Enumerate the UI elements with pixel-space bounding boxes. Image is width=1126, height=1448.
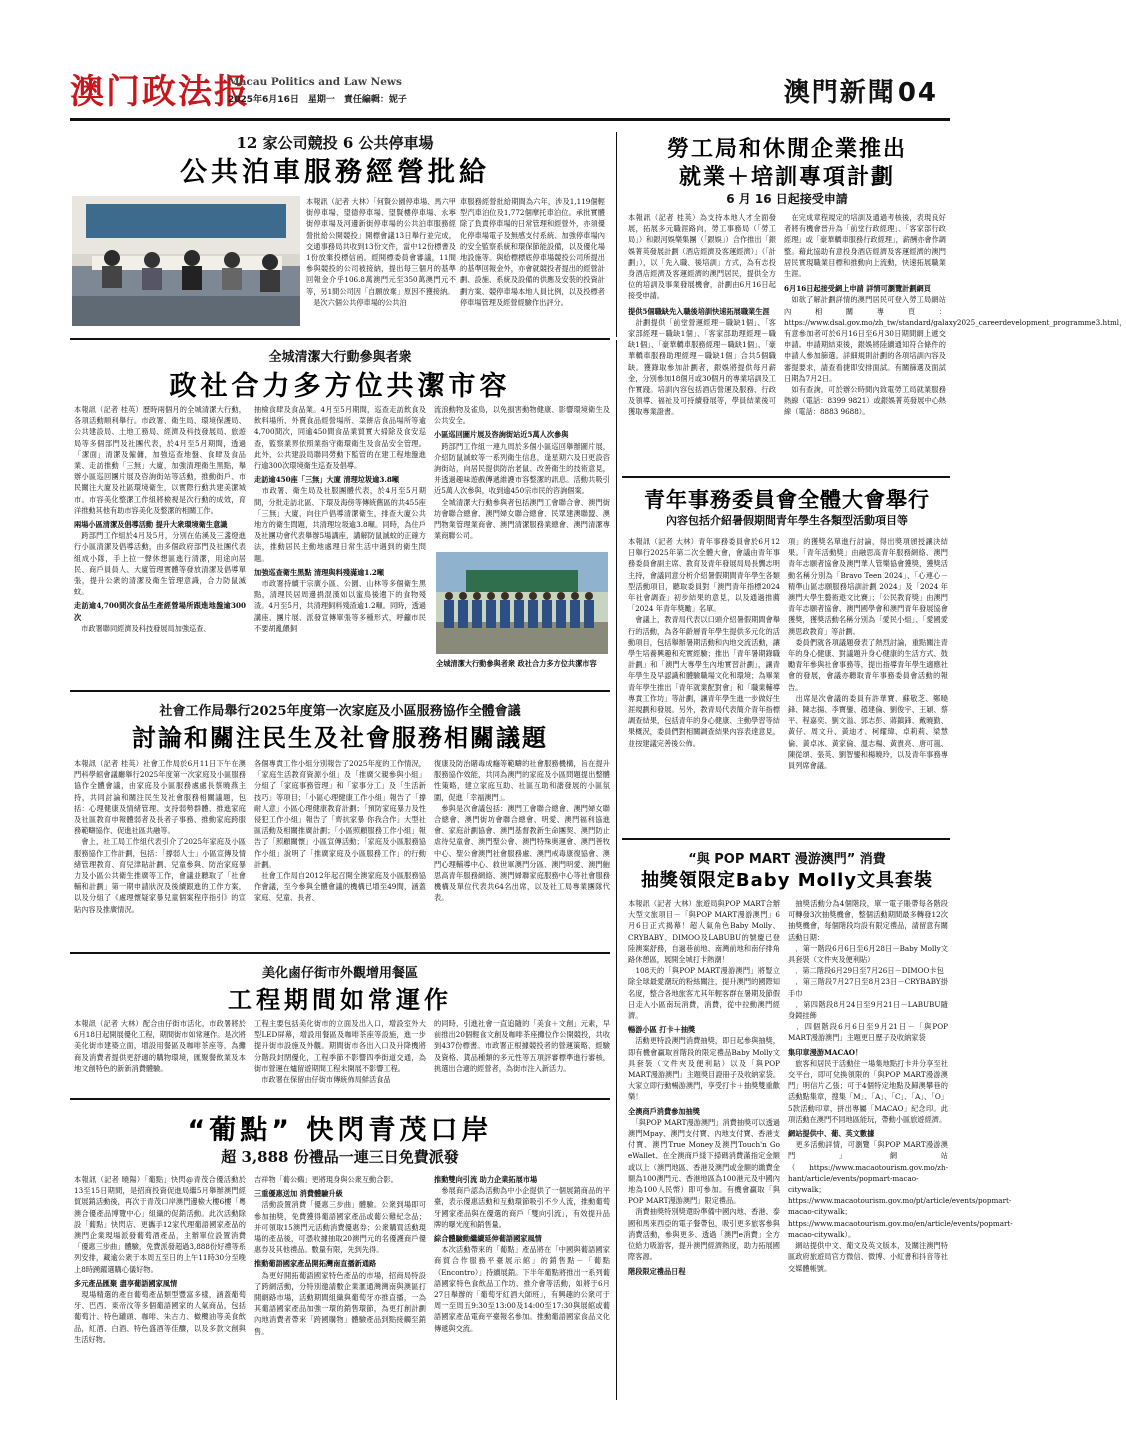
group-photo	[436, 552, 608, 654]
article2-subtitle-2: 6月16日起接受網上申請 詳情可瀏覽計劃網頁	[784, 284, 931, 294]
article8-body-1: 本報訊（記者 曉陽）「葡點」快閃@青茂合優活動於13至15日期間，是招商投資促進局繼5月舉辦澳門經貿展銷活動後，再次于青茂口岸澳門邊檢大樓6樓「粵澳合優產品博覽中心」組織的促銷活動。此次活動除設「葡點」快閃店、更攜手12家代理葡語國家產品的澳門企業現場派發葡萄酒產品，主辦單位設置消費「優惠三步曲」體驗，免費派發超過3,888份好禮等系列安排，藏逾公衆于本周五至日的上午11時30分至晚上8時踴躍選購心儀好物。	[74, 1175, 246, 1274]
article3-subtitle-4: 加強巡查衛生黑點 清理與料殘滿逾1.2噸	[254, 567, 385, 577]
article8-subhead: 超 3,888 份禮品一連三日免費派發	[221, 1148, 459, 1166]
divider-h-4	[70, 1098, 610, 1100]
article7-subtitle-5: 網站提供中、葡、英文數據	[788, 1129, 875, 1139]
article2-kicker: 勞工局和休閒企業推出	[666, 137, 907, 162]
article8-body-2: 現場精選的產自葡萄產品類型豐富多樣，涵蓋葡萄牙、巴西、東帝汶等多個葡語國家的人氣商品，包括葡萄汁、特色罐頭、咖啡、朱古力、橄欖油等美食飲品，紅酒、白酒、特色盛酒等佳釀，以及多款文創與生活好物。	[74, 1290, 246, 1344]
article8-col2	[254, 1174, 426, 1400]
article7-headline: 抽獎領限定Baby Molly文具套裝	[640, 870, 934, 891]
article5-body-col1: 本報訊（記者 桂英）社會工作局於6月11日下午在澳門科學館會議廳舉行2025年度第一次家庭及小區服務協作全體會議，由家庭及小區服務處處長蔡曉燕主持，共同討論和關注民生及社會服務相關議題，包括：心理健康及情緒管理、支持弱勢群體、推進家庭及社區教育申報體弱者及長者子事務、推動家庭跨服務範疇協作、促進社區共融等。 會上，社工局工作組代表引介了2025年家庭及小區服務協作工作計劃，包括：「撐弱人士」小區宣傳及情緒管理教育、育兒津貼計劃、兒童參與、防治家庭暴力及小區公共衛生推廣等工作，會議並聽取了「社會輔和計劃」第一期申請狀況及後續跟進的工作方案，以及分組了《處理懷疑家暴兒童個案程序指引》的宣貼內容及推廣情況。	[74, 759, 246, 914]
divider-v-top	[616, 132, 617, 337]
article3-headline: 政社合力多方位共潔市容	[169, 371, 511, 402]
divider-v-main	[616, 340, 617, 1400]
article3-col3	[434, 404, 610, 548]
article8-headline: “葡點” 快閃青茂口岸	[187, 1115, 493, 1146]
article7-body-1: 本報訊（記者 大林）旅遊局與POP MART合辦大型文旅項目－「與POP MART漫游澳門」6月6日正式揭幕！超人氣角色Baby Molly、CRYBABY、DIMOO及LABUBU的號慶已登陸澳案舒務，自過巷前地、南灣前地和南仔排角路休憩區，展開全城打卡熱潮！ 108天的「與POP MART漫游澳門」將豎立除全球最愛潮玩的粉絲關注，提升澳門的國際知名度，整合各地旅客尤其年輕客群在暑期及節假日走入小區南玩消費，消費，從中拉動澳門經濟。	[628, 899, 780, 1021]
article7-col1	[628, 898, 783, 1398]
article7-subtitle-1: 暢游小區 打卡＋抽獎	[628, 1025, 696, 1035]
article2-col1	[628, 212, 776, 472]
article7-body-6: 更多活動詳情，可瀏覽「與POP MART漫游澳門」網站（https://www.macaotourism.gov.mo/zh-hant/article/events/popmart-macao-citywalk；https://www.macaotourism.gov.mo/pt/article/events/popmart-macao-citywalk；https://www.macaotourism.gov.mo/en/article/events/popmart-macao-citywalk）。 網站提供中文、葡文及英文版本，及關注澳門特區政府旅遊局官方微信、微博、小紅書和抖音等社交媒體帳號。	[788, 1140, 1013, 1273]
masthead-rule	[70, 118, 950, 121]
divider-h-right-1	[622, 476, 950, 478]
article3-subtitle-3: 走訪逾450座「三無」大廈 清理垃圾逾3.8噸	[254, 475, 400, 485]
article2-body-2: 計劃提供「前堂營運經理－職缺1個」、「客家部經理－職缺1個」、「客家部助理經理－職缺1個」、「豪華轎車服務經理－職缺1個」、「豪華轎車服務助理經理－職缺1個」合共5個職缺。獲錄取參加計劃者，銀娛將提供每月薪金，分別參加18個月或30個月的專業培訓及工作實踐。培訓內容包括酒店營運及服務、行政及領導、福祉及可持續發展等，學員結業後可獲取專業證書。	[628, 317, 776, 417]
article4-body-col2: 項」的獲獎名單進行討論，得出獎項頒授讓決結果。「青年活動獎」由融思高青年服務網絡、澳門青年志願者協會及澳門華人管樂協會獲獎，獲獎活動名稱分別為「Bravo Teen 2024」、「心連心－精準山區志願服務培訓計劃 2024」及「2024 年澳門大學生藝術遨文比賽」；「公民教育獎」由澳門青年志願者協會、澳門國學會和澳門青年發展協會獲獎，獲獎活動名稱分別為「愛民小組」、「愛國愛澳思政教育」等計劃。 委員們就各項議題發表了熱烈討論，重點關注青年的身心健康、對議題升身心健康的生活方式、鼓勵青年參與社會事務等，提出指導青年學生適應社會的發展，會議亦聽取青年事務委員會活動的報告。 出席是次會議的委員有許華寶、蘇敬芝、鄭曉鋒、陳志揚、李寶鑾、趙建倫、劉俊宇、王穎、蔡平、程嘉奕、劉文溢、郭志彭、蔣鎮鋒、戴曉勤、黃仔、周文升、黃迪才、柯耀瑋、卓莉莉、梁慧倫、黃卓冰、黃家倫、溫志楊、黃貴亮、唐可嵐、陳從頌、張英、劉智鑾和楊曉玲，以及青年事務專員列席會議。	[788, 537, 948, 771]
article6-body-col1: 本報訊（記者 大林）配合由仔街市活化，市政署將於6月18日起開展優化工程，期間街市如常運作。是次將美化街市建築立面，增設用餐區及咖啡茶座等，為攤商及消費者提供更舒適的購物環境，匯聚餐飲業及本地文創特色的新新消費體驗。	[74, 1019, 246, 1073]
divider-h-2	[70, 690, 610, 692]
section-title: 澳門新聞	[783, 78, 896, 108]
article6-kicker: 美化鹵仔街市外觀增用餐區	[261, 966, 418, 981]
masthead	[70, 70, 950, 120]
article7-subtitle-4: 集印章漫游MACAO！	[788, 1047, 863, 1057]
article3-body-5: 市政署、衛生局及社服團體代表，於4月至5月期間，分批走訪北區、下環及海傍等傳統舊區的共455座「三無」大廈，向住戶倡導清潔衛生，排查大廈公共地方的衛生問題，共清理垃圾逾3.8噸。同時，為住戶及社團功會代表舉辦5場講座，講解防鼠滅蚊的正確方法，推動居民主動地處理日常生活中遇到的衛生問題。	[254, 486, 426, 563]
article6-body-col3: 的同時，引進社會一直追隨的「美食＋文創」元素，早前推出20個輕食文創及咖啡茶座攤位作公開競投，共收到437份標書。市政署正根據競投者的營運策略、經驗及資格、貨品種類的多元性等五項評審標準進行審核，挑選出合適的經營者，為街市注入新活力。	[434, 1019, 610, 1073]
article8-body-5: 為更好開拓葡語國家特色產品的市場，招商局特設了跨網活動，分特別邀請數企業滙通灣灣南與澳區打開網路市場，活動期間組織與葡萄牙亦推直播，一為其葡語國家產品加強一環的銷售環節，為更打創計劃內地消費者帶來「跨國購物」體驗產品到點接觸至銷售。	[254, 1270, 426, 1336]
article3-body-8: 跨部門工作組一連九周於多個小區巡回舉辦圖片展，介紹防鼠滅蚊等一系列衛生信息，逢星期六及日更設咨詢街站，向居民提供防治老鼠、改善衛生的技術意見，并透過趣味遊戲傳遞維護市容整潔的訊息。活動共吸引近5萬人次參與，收到逾450宗市民的咨詢個案。 全城清潔大行動參與者包括澳門工會聯合會、澳門街坊會聯合總會、澳門婦女聯合總會、民眾建澳聯盟、澳門物業管理業商會、澳門清潔服務業總會、澳門清潔專業商聯公司。	[434, 441, 610, 541]
article4-headline: 青年事務委員會全體大會舉行	[644, 488, 930, 512]
article1-kicker: 12 家公司競投 6 公共停車場	[236, 134, 434, 152]
article3-body-7: 流浪動物及雀鳥，以免損害動物健康、影響環境衛生及公共安全。	[434, 405, 610, 426]
article3-subtitle-1: 兩場小區清潔及倡導活動 提升大衆環境衛生意識	[74, 520, 228, 530]
divider-h-1	[70, 338, 610, 340]
article6-headline: 工程期間如常運作	[228, 986, 452, 1014]
article8-body-3: 吉祥物「葡公鷄」更將現身與公衆互動合影。	[254, 1175, 398, 1184]
article7-col2	[788, 898, 1013, 1398]
article8-subtitle-2: 三重優惠送加 消費體驗升級	[254, 1189, 343, 1199]
tender-meeting-photo	[72, 196, 300, 326]
divider-h-3	[70, 952, 610, 954]
article5-body-col2: 各個專責工作小組分別報告了2025年度的工作情況，「家庭生活教育資源小組」及「推廣父親參與小組」分組了「家庭事務管理」和「家事分工」及「生活新技巧」等項目；「小區心理健康工作小組」報告了「撐耐人意」小區心理健康教育計劃；「預防家庭暴力及性侵犯工作小組」報告了「齊抗家暴 你我合作」大型社區活動及相關推廣計劃；「小區照顧服務工作小組」報告了「照顧關懷」小區宣傳活動；「家庭及小區服務協作小組」說明了「推廣家庭及小區服務工作」的行動計劃。 社會工作局自2012年起召開全澳家庭及小區服務協作會議，至今參與全體會議的機構已增至49間，涵蓋家庭、兒童、長者、	[254, 759, 426, 903]
article7-body-2: 活動更特設澳門消費抽獎，即日起參與抽獎，即有機會贏取首階段的限定禮品Baby Molly文具套裝（文件夾及便利貼）以及「與POP MART漫游澳門」主題獎目證冊子及收納家袋。大家立即行動暢游澳門，享受打卡＋抽獎雙重歡樂！	[628, 1036, 783, 1102]
newspaper-english-name: Macau Politics and Law News	[228, 76, 402, 88]
article3-col2	[254, 404, 426, 686]
article8-col1	[74, 1174, 246, 1400]
article5-kicker: 社會工作局舉行2025年度第一次家庭及小區服務協作全體會議	[159, 704, 521, 719]
article2-body-1: 本報訊（記者 桂英）為支持本地人才全面發展，拓展多元職涯路向，勞工事務局（「勞工局」）和銀河娛樂集團（「銀娛」）合作推出「銀娛菁英發展計劃（酒店經濟及客運經濟）」（「計劃」），以「先入職、後培訓」方式，為有志投身酒店經濟及客運經濟的澳門居民，提供全方位的培訓及事業發展機會，計劃由6月16日起接受申請。	[628, 213, 776, 301]
article6-body-col2: 工程主要包括美化街市的立面及出入口，增設室外大型LED屏幕，增設用餐區及咖啡茶座等設施，進一步提升街市設施及外觀。期間街市各出入口及升降機將分階段封閉優化，工程季節不影響四季街道交通，為街市營運在爐留遊期間工程未開展不影響工程。 市政署在保留由仔街市傳統佈局鮮活食品	[254, 1019, 426, 1085]
divider-h-right-2	[622, 838, 950, 840]
article8-body-4: 活動設置消費「優惠三步曲」體驗。公衆到場即可參加抽獎，免費獲得葡語國家產品或葡公雞紀念品；并可領取15澳門元活動消費優惠券；公衆購買活動現場的產品後，可憑收據抽取20澳門元的名優護商戶優惠券及其他禮品。數量有限，先到先得。	[254, 1200, 426, 1255]
article3-body-4: 抽檢食肆及食品業。4月至5月期間，巡查走訪飲食及飲料場所、外賣食品經營場所、菜餅店食品場所等逾4,700間次，同逾450間食品業貿實大掃除及食安巡查，監察業界依照業指守衛環衛生及食品安全管理。此外，公共建設局聯同勞動下監管的在建工程地盤進行逾300次環境衛生巡查及倡導。	[254, 405, 426, 471]
section-name	[784, 72, 938, 109]
article4-subhead: 內容包括介紹暑假期間青年學生各類型活動項目等	[666, 514, 908, 527]
article4-body-col1: 本報訊（記者 大林）青年事務委員會於6月12日舉行2025年第二次全體大會，會議由青年事務委員會副主席、教育及青年發展局局長龔志明主持，會議同意分析介紹暑假期間青年學生各類型活動項目，聽取委員對「澳門青年指標2024 年社會調查」初步結果的意見，以及通過推薦「2024 年青年獎勵」名單。 會議上，教青局代表以口頭介紹暑假期間會舉行的活動，為各年齡層青年學生提供多元化的活動項目，包括舉辦暑期活動和內地交流活動，讓學生培養興趣和充實經驗；推出「青年暑期錄職計劃」和「澳門大專學生內地實習計劃」，讓青年學生及早認識和體驗職場文化和環境；為畢業青年學生推出「青年就業配對會」和「職業輔導專責工作坊」等計劃，讓青年學生進一步做好生涯規劃和發展。另外，教青局代表簡介青年指標調查結果，包括青年的身心健康、主動學習等結果概況，委員們對相關調查結果內容表達意見，並按建議完善後公佈。	[628, 537, 780, 748]
article8-subtitle-4: 推動雙向引流 助力企業拓展市場	[434, 1175, 538, 1184]
article3-photo	[436, 552, 608, 654]
article5-body-col3: 復康及防治賭毒成癮等範疇的社會服務機構，旨在提升服務協作效能，共同為澳門的家庭及小區問題提出整體性策略，建立家庭互助、社區互助和諧發展的小區氛圍，促進「幸福澳門」。 參與是次會議包括：澳門工會聯合總會、澳門婦女聯合總會、澳門街坊會聯合總會、明愛、澳門福利協進會、家庭計劃協會、澳門基督教新生命團契、澳門防止虐待兒童會、澳門聖公會、澳門特殊奧運會、澳門善牧中心、聖公會澳門社會服務處、澳門戒毒康復協會、澳門心理輔導中心、救世軍澳門分區、澳門明愛、澳門鮑思高青年服務網絡、澳門婦聯家庭服務中心等社會服務機構及單位代表共64名出席，以及社工局專業團隊代表。	[434, 759, 610, 903]
article7-body-3: 「與POP MART漫游澳門」消費抽獎可以透過澳門Mpay、澳門支付寶、內地支付寶、香港支付寶、澳門True Money及澳門Touch'n Go eWallet、在全澳商戶綫下掃碼消費滿指定金額或以上（澳門地區、香港及澳門或金額的繳費金額為100澳門元、香港地區為100港元及中國內地為100人民幣）即可參加。有機會贏取「與POP MART漫游澳門」限定禮品。 消費抽獎特別獎還盼準備中國內地、香港、泰國和馬來西亞的電子餐帶包，吸引更多旅客參與消費活動，參與更多、透過「澳門e消費」全方位給力吸游客，提升澳門經濟熱度，助力拓展國際客源。	[628, 1117, 780, 1262]
article1-headline: 公共泊車服務經營批給	[180, 157, 490, 188]
article3-body-6: 市政署持續干宗廣小區、公園、山林等多個衛生黑點，清理民居周邊捐混漢如以蜜鳥後遺下的食物殘渣。4月至5月，共清理飼料殘渣逾1.2噸。同時，透過講座、團片展、派發宣傳單張等多種形式，呼籲市民不要胡亂餵飼	[254, 579, 426, 633]
article3-subtitle-5: 小區巡回圖片展及咨詢街站近5萬人次參與	[434, 430, 569, 440]
article7-body-5: 旅客和居民于活動住一場集地點打卡并分享至社交平台，即可兌換領限的「與POP MART漫游澳門」明信片乙張；可于4個特定地點及歸澳攀巷的活動點集章，搜集「M」、「A」、「C」、「A」、「O」5款活動印章，拼出專屬「MACAO」紀念印。此項活動在澳門不同地區能玩，帶動小區旅遊經濟。	[788, 1058, 948, 1124]
article3-body-2: 跨部門工作組於4月及5月，分別在佑溪及三盞燈進行小區清潔及倡導活動，由多個政府部門及社團代表組成小隊，手上拉一聲休想區進行清潔，用途向居民、商戶員員人、大廈管理實體等發放清潔及倡導單張，提升公衆的清潔及衛生管理意識，合力防鼠滅蚊。	[74, 531, 246, 597]
article3-col1	[74, 404, 246, 686]
article1-body-col1: 本報訊（記者 大林）「何賢公園停車場、馬六甲街停車場、望德停車場、望賢樓停車場、永寧街停車場及河邊新街停車場的公共泊車服務經營批給公開競投」開標會議13日舉行並完成，交通事務局共收到13份文件，當中12份標書及1份放棄投標信函。經開標委員會審議，11間參與競投的公司被接納，提出每三個月的基準回報金介乎106.8萬澳門元至350萬澳門元不等，另1間公司因「自願放棄」原因不獲接納。 是次六個公共停車場的公共泊	[306, 197, 456, 307]
page-number: 04	[897, 78, 938, 108]
article2-body-3: 在完成章程規定的培訓及通過考核後，表現良好者將有機會晉升為「前堂行政經理」、「客家部行政經理」或「豪華轎車服務行政經理」，薪酬亦會作調整。藉此協助有意投身酒店經濟及客運經濟的澳門居民實現職業目標和推動向上流動，快速拓展職業生涯。	[784, 213, 946, 279]
article1-body-col2: 車服務經營批給期間為六年，涉及1,119個輕型汽車泊位及1,772個摩托車泊位。承批實體除了負責停車場的日常管理和經營外，亦須優化停車場電子及無感支付系統、加強停車場內的安全監察系統和環保節能設備，以及優化場地設施等。與給標標底停車場競投公司所提出的基準回報金外，亦會就競投者提出的經營計劃、設施、系統及設備的供應及安裝的投資計劃方案、競停車場本地人員比例，以及投標者停車場管理及經營經驗作出評分。	[460, 197, 605, 307]
article2-col2	[784, 212, 1126, 472]
article8-subtitle-5: 綜合體驗動繼續延伸葡語國家風情	[434, 1234, 542, 1244]
issue-dateline: 2025年6月16日 星期一 責任編輯：妮子	[228, 95, 407, 105]
article7-body-4: 抽獎活動分為4個階段，單一電子賬帶每各階段可轉發3次抽獎機會，整個活動期間最多轉發12次抽獎機會，每個階段均設有限定禮品，請留意有關活動日期： ．第一階段6月6日至6月28日－Baby Molly文具套裝（文件夾及便利貼） ．第二階段6月29日至7月26日－DIMOO卡包 ．第三階段7月27日至8月23日－CRYBABY掛手巾 ．第四階段8月24日至9月21日－LABUBU隨身鏡挂飾 ．四個階段6月6日至9月21日－「與POP MART漫游澳門」主題更日歷子及收納家袋	[788, 899, 948, 1043]
article7-subtitle-3: 階段限定禮品日程	[628, 1266, 686, 1276]
article1-photo	[72, 196, 300, 326]
newspaper-logo: 澳门政法报	[70, 72, 250, 112]
article8-col3	[434, 1174, 610, 1400]
article3-subtitle-2: 走訪逾4,700間次食品生產經營場所跟進地盤逾300次	[74, 601, 246, 622]
article3-body-3: 市政署聯同經濟及科技發展局加強巡查、	[74, 623, 211, 633]
article8-body-7: 本次活動帶來的「葡點」產品將在「中國與葡語國家商貿合作服務平臺展示館」的銷售點－「葡點（Encontro）」持續展銷。下半年葡點將推出一系列葡語國家特色食飲品工作坊、推介會等活動，如將于6月27日舉辦的「葡萄牙紅酒大師班」，有興趣的公衆可于周一至周五9:30至13:00及14:00至17:30與展館或葡語國家產品電商平臺報名參加。推動葡語國家食品文化傳遞與交流。	[434, 1245, 610, 1333]
article2-subtitle-1: 提供5個職缺先入職後培訓快速拓展職業生涯	[628, 306, 770, 316]
article7-subtitle-2: 全澳商戶消費參加抽獎	[628, 1106, 700, 1116]
article2-subhead: 6 月 16 日起接受申請	[726, 192, 848, 206]
article3-kicker: 全城清潔大行動參與者衆	[268, 350, 412, 365]
article8-subtitle-1: 多元產品匯聚 盡享葡語國家風情	[74, 1278, 178, 1288]
article3-body-1: 本報訊（記者 桂英）歷時兩個月的全城清潔大行動，各項活動順利舉行。市政署、衛生局、環境保護局、公共建設局、土地工務局、經濟及科技發展局、旅遊局等多個部門及社團代表，於4月至5月期間，透過「潔面」清潔及僱傭，加強巡查地盤、食肆及食品業、走訪推動「三無」大廈，加強清理衛生黑點，舉辦小區巡回團片展及咨詢街站等活動，推動街戶、市民關注大廈及社區環境衛生，以實際行動共建美潔城市。市容美化整潔工作組將檢視是次行動的成效，育洋推動其他有助市容美化及整潔的相關工作。	[74, 405, 246, 515]
article8-body-6: 參展商戶認為活動為中小企提供了一個展銷商品的平臺，表示優惠活動和互動環節吸引不少人流，推動葡萄牙國家產品與在優選的商戶「雙向引流」，有效提升品牌的曝光度和銷售量。	[434, 1186, 610, 1229]
article3-photo-caption: 全城清潔大行動參與者衆 政社合力多方位共潔市容	[436, 659, 597, 668]
article8-subtitle-3: 推動葡語國家產品開拓灣南直播新通路	[254, 1259, 377, 1269]
article7-kicker: “與 POP MART 漫游澳門” 消費	[688, 852, 886, 867]
article2-body-4: 如欲了解計劃詳情的澳門居民可登入勞工局網站內相關專頁：https://www.dsal.gov.mo/zh_tw/standard/galaxy2025_careerdevelopment_programme3.html，有意參加者可於6月16日至6月30日期間網上遞交申請。申請期結束後，銀娛將陸續通知符合條件的申請人參加篩選。詳細規則計劃的各項培訓內容及審提要求，請查看捷即安排面試。有關篩選及面試日期為7月2日。 如有查詢，可於辦公時間內致電勞工局就業服務熱線（電話：8399 9821）或銀娛菁英發展中心熱線（電話：8883 9688）。	[784, 295, 1126, 417]
article5-headline: 討論和關注民生及社會服務相關議題	[132, 724, 548, 752]
article2-headline: 就業＋培訓專項計劃	[678, 165, 895, 190]
